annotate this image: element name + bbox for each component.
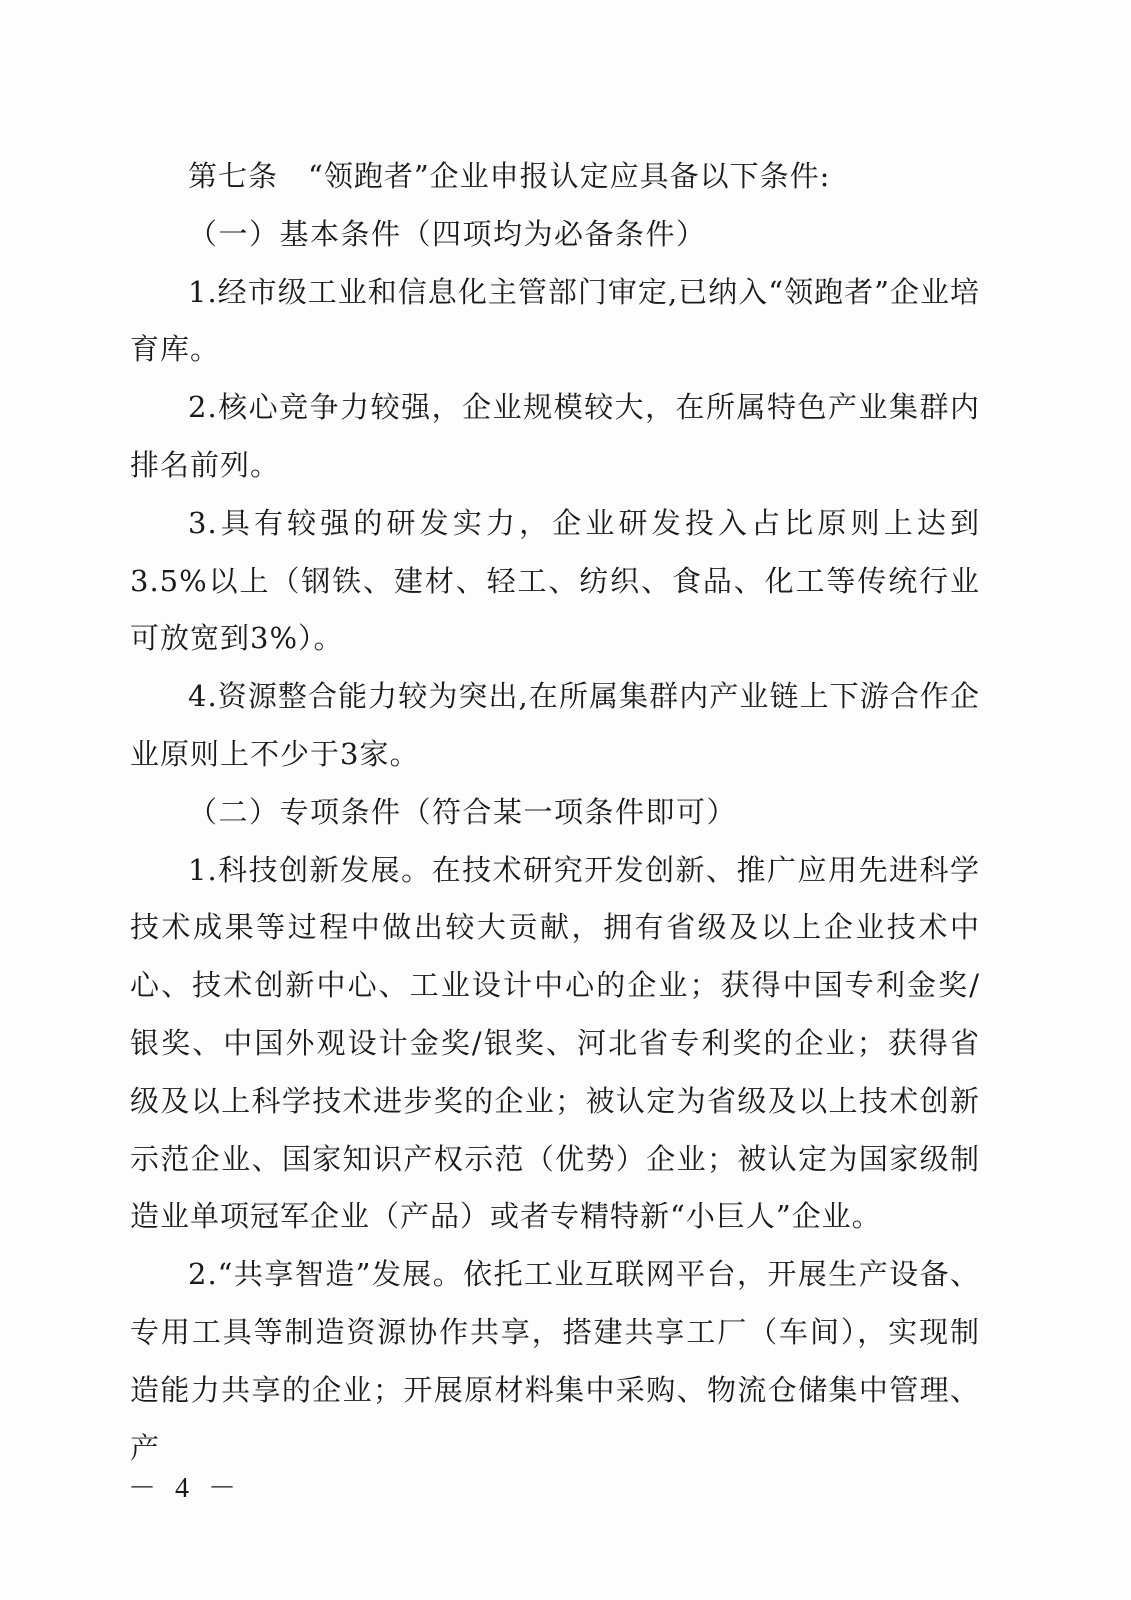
section-heading-special: （二）专项条件（符合某一项条件即可） [188,794,738,829]
basic-condition-3: 3.具有较强的研发实力，企业研发投入占比原则上达到3.5%以上（钢铁、建材、轻工、纺织、食品、化工等传统行业可放宽到3%）。 [130,505,980,656]
basic-condition-1: 1.经市级工业和信息化主管部门审定,已纳入“领跑者”企业培育库。 [130,274,980,367]
basic-condition-2: 2.核心竞争力较强，企业规模较大，在所属特色产业集群内排名前列。 [130,390,980,482]
article-heading: 第七条 “领跑者”企业申报认定应具备以下条件: [188,159,831,193]
page-number: － 4 － [128,1473,243,1504]
basic-condition-4: 4.资源整合能力较为突出,在所属集群内产业链上下游合作企业原则上不少于3家。 [130,679,980,771]
section-heading-basic: （一）基本条件（四项均为必备条件） [188,216,707,251]
document-body [130,148,980,1477]
special-condition-1: 1.科技创新发展。在技术研究开发创新、推广应用先进科学技术成果等过程中做出较大贡献，拥有省级及以上企业技术中心、技术创新中心、工业设计中心的企业；获得中国专利金奖/银奖、中国外观设计金奖/银奖、河北省专利奖的企业；获得省级及以上科学技术进步奖的企业；被认定为省级及以上技术创新示范企业、国家知识产权示范（优势）企业；被认定为国家级制造业单项冠军企业（产品）或者专精特新“小巨人”企业。 [130,852,980,1234]
special-condition-2: 2.“共享智造”发展。依托工业互联网平台，开展生产设备、专用工具等制造资源协作共享，搭建共享工厂（车间），实现制造能力共享的企业；开展原材料集中采购、物流仓储集中管理、产 [130,1257,980,1465]
